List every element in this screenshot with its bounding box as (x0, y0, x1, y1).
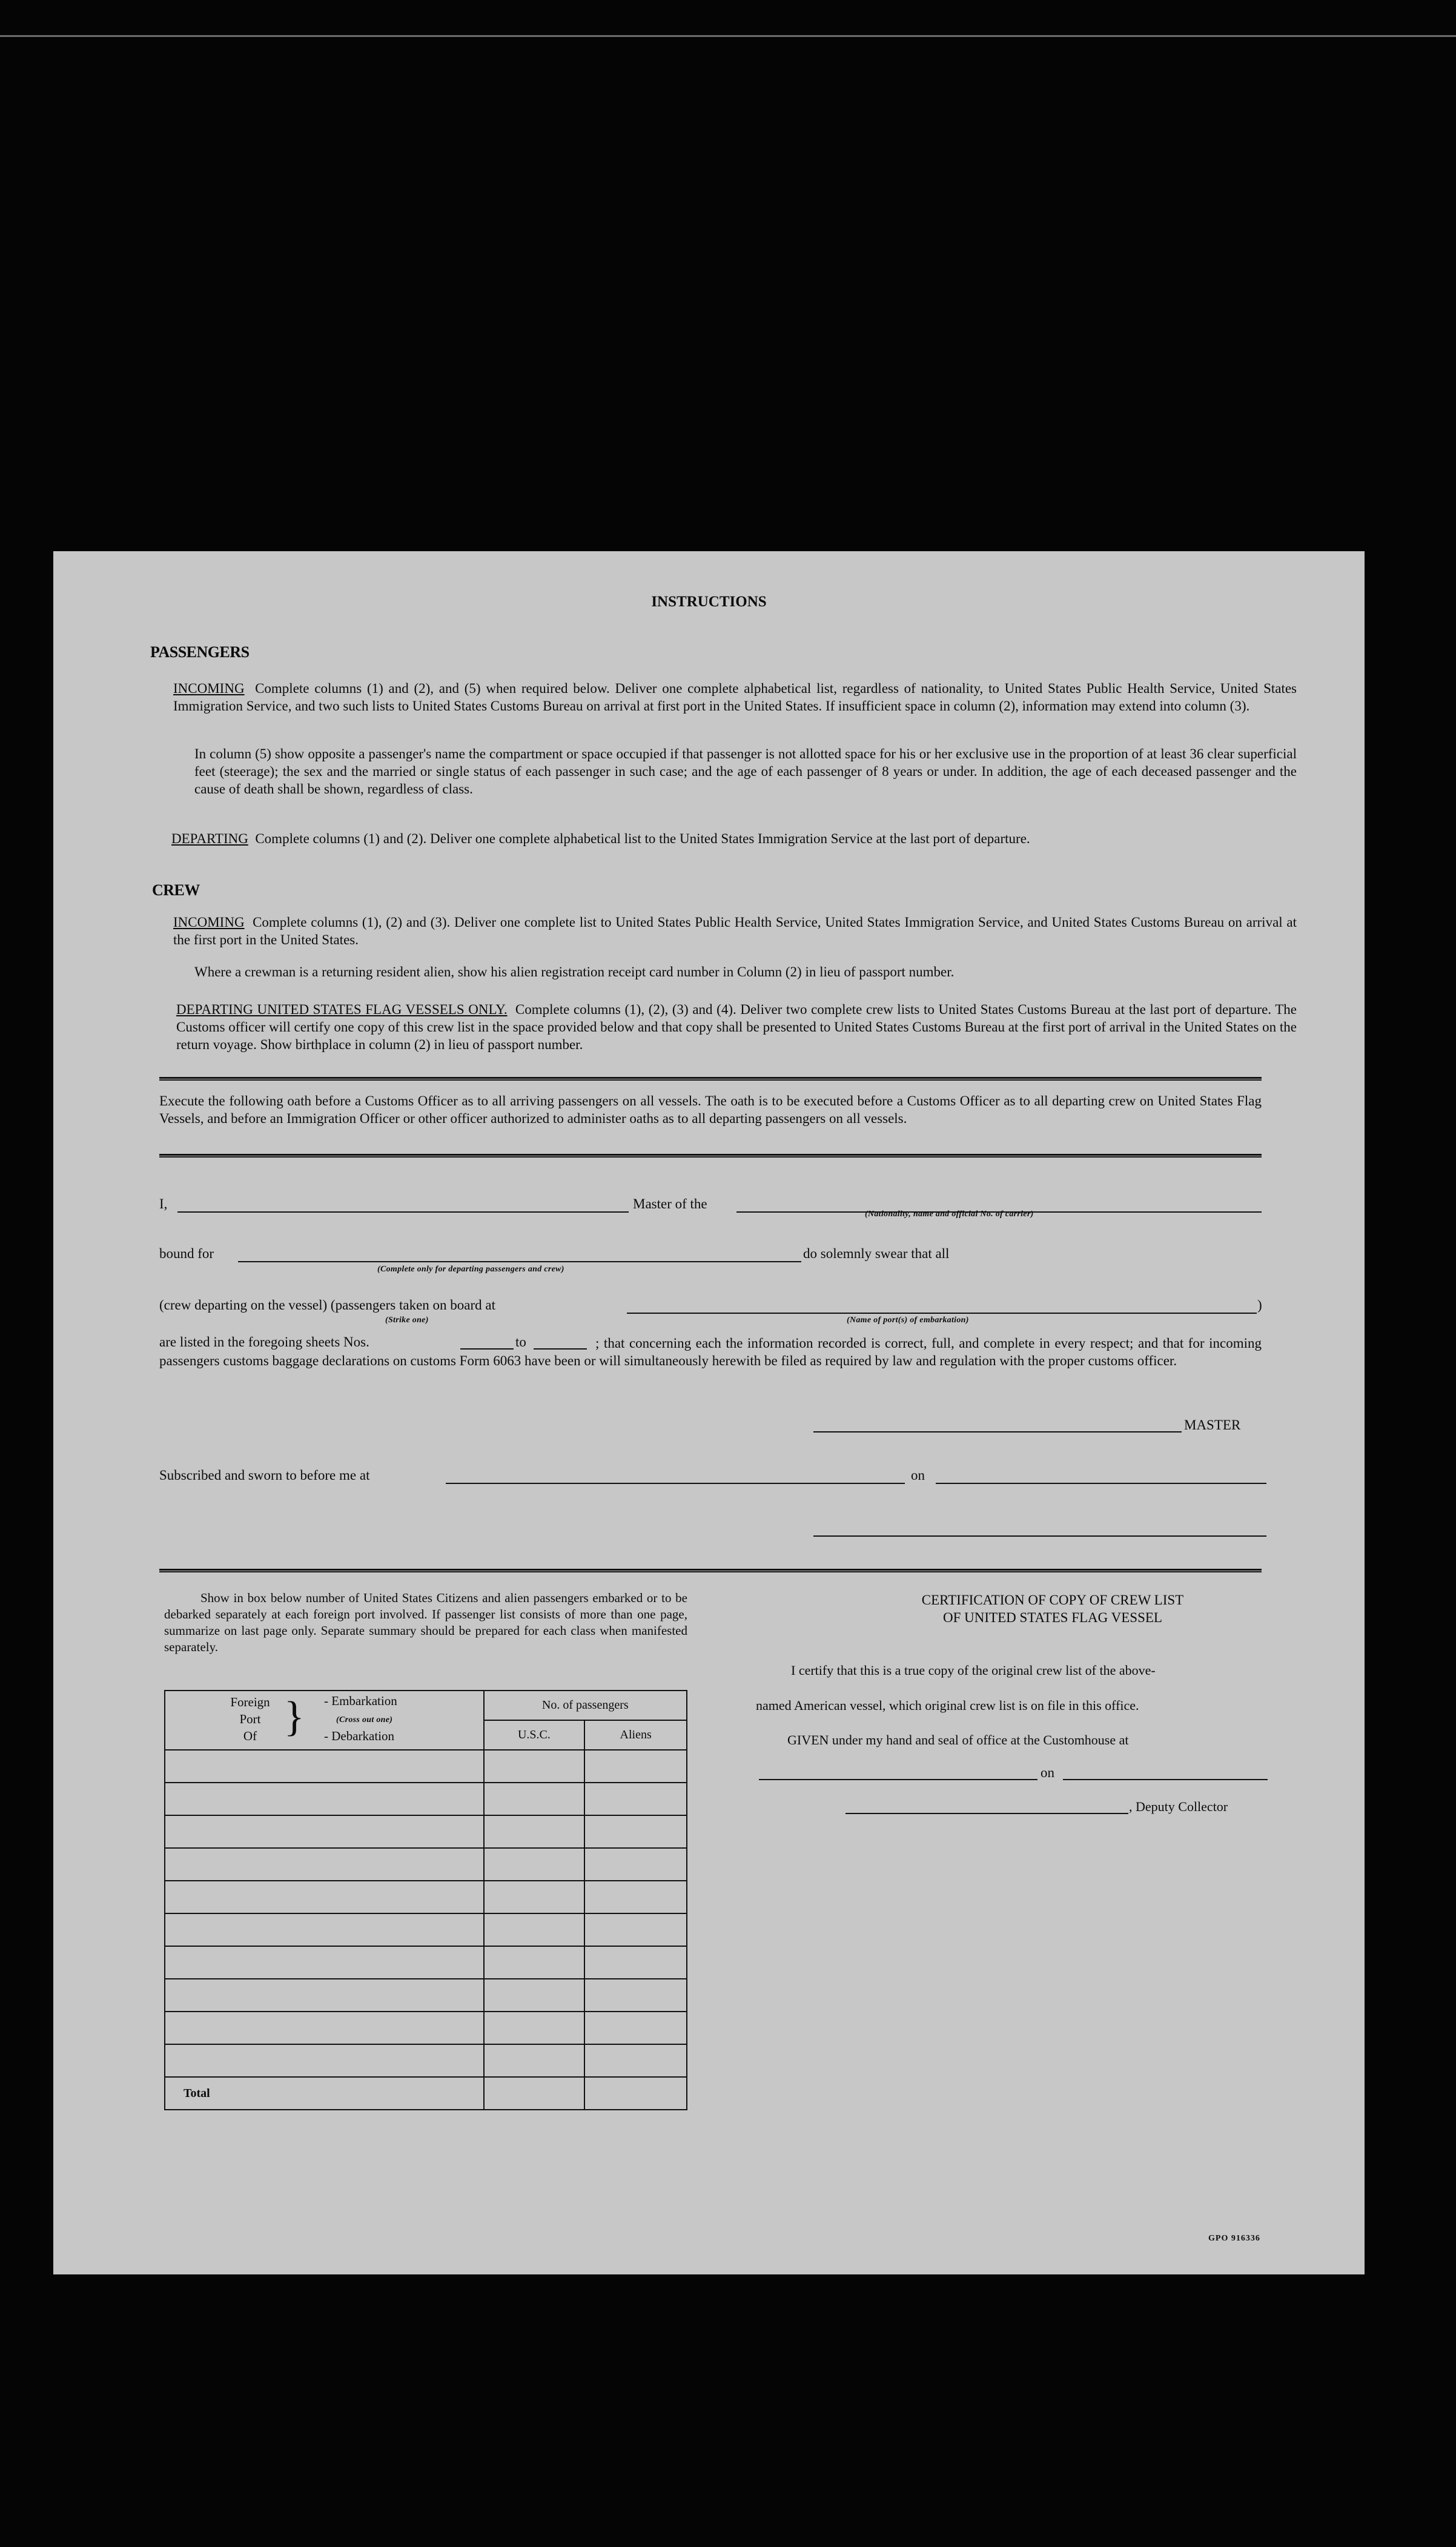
crew-resident-paragraph: Where a crewman is a returning resident alien, show his alien registration receipt card number in Column (2) in lieu of passport number. (194, 964, 955, 979)
aliens-cell[interactable] (584, 1848, 687, 1881)
crew-incoming-paragraph (173, 913, 1297, 949)
passengers-departing-text: Complete columns (1) and (2). Deliver one complete alphabetical list to the United States Immigration Service at the last port of departure. (255, 831, 1030, 846)
port-cell[interactable] (165, 1979, 484, 2012)
certify-line2: named American vessel, which original crew list is on file in this office. (756, 1698, 1139, 1713)
usc-cell[interactable] (484, 1979, 585, 2012)
certification-title (750, 1591, 1355, 1626)
aliens-cell[interactable] (584, 1783, 687, 1815)
usc-cell[interactable] (484, 1750, 585, 1783)
close-paren: ) (1257, 1297, 1262, 1313)
no-of-passengers-header: No. of passengers (484, 1691, 687, 1720)
embarkation-option[interactable]: - Embarkation (324, 1694, 397, 1708)
passengers-incoming-text: Complete columns (1) and (2), and (5) when required below. Deliver one complete alphabetical list, regardless of nationality, to United States Public Health Service, United States Immigration Service, and two such lists to United States Customs Bureau on arrival at first port in the United States. If insufficient space in column (2), information may extend into column (3). (173, 681, 1297, 714)
summary-instructions: Show in box below number of United States Citizens and alien passengers embarked or to be debarked separately at each foreign port involved. If passenger list consists of more than one page, summarize on last page only. Separate summary should be prepared for each class when manifested separately. (164, 1591, 687, 1654)
port-cell[interactable] (165, 1881, 484, 1913)
crew-incoming-label: INCOMING (173, 915, 245, 930)
port-caption: (Name of port(s) of embarkation) (847, 1316, 969, 1325)
table-row (165, 1881, 687, 1913)
cert-date-field[interactable] (1063, 1779, 1268, 1780)
usc-cell[interactable] (484, 1881, 585, 1913)
table-row (165, 1750, 687, 1783)
bound-for-label: bound for (159, 1246, 214, 1261)
port-cell[interactable] (165, 2044, 484, 2077)
usc-cell[interactable] (484, 1783, 585, 1815)
brace-symbol: } (284, 1694, 305, 1740)
to-label: to (515, 1334, 526, 1350)
port-cell[interactable] (165, 2012, 484, 2044)
departing-flag-label: DEPARTING UNITED STATES FLAG VESSELS ONLY. (176, 1002, 508, 1017)
table-row (165, 2012, 687, 2044)
total-label: Total (165, 2077, 484, 2110)
sworn-place-field[interactable] (446, 1483, 905, 1484)
foreign-label: Foreign (230, 1695, 270, 1709)
usc-header: U.S.C. (484, 1720, 585, 1750)
usc-total-cell[interactable] (484, 2077, 585, 2110)
aliens-cell[interactable] (584, 1750, 687, 1783)
film-edge-line (0, 35, 1456, 37)
subscribed-text: Subscribed and sworn to before me at (159, 1468, 370, 1483)
divider-rule (159, 1154, 1262, 1158)
i-label: I, (159, 1196, 168, 1211)
usc-cell[interactable] (484, 2044, 585, 2077)
port-cell[interactable] (165, 1750, 484, 1783)
passengers-heading: PASSENGERS (150, 643, 250, 661)
passengers-departing-paragraph (171, 830, 1297, 847)
officer-signature-field[interactable] (813, 1535, 1266, 1537)
port-cell[interactable] (165, 1783, 484, 1815)
port-label: Port (239, 1712, 261, 1726)
listed-rest-text: ; that concerning each the information recorded is correct, full, and complete in every respect; and that for incoming passengers customs baggage declarations on customs Form 6063 have been or will simultaneously herewith be filed as required by law and regulation with the proper customs officer. (159, 1336, 1262, 1368)
port-cell[interactable] (165, 1946, 484, 1979)
deputy-collector-signature-field[interactable] (845, 1813, 1128, 1814)
cert-on-label: on (1041, 1765, 1054, 1780)
table-row (165, 1946, 687, 1979)
usc-cell[interactable] (484, 1815, 585, 1848)
carrier-caption: (Nationality, name and official No. of carrier) (865, 1210, 1034, 1219)
foreign-port-header (165, 1691, 484, 1750)
table-row (165, 1848, 687, 1881)
incoming-label: INCOMING (173, 681, 245, 696)
of-label: Of (243, 1729, 257, 1743)
table-row (165, 1913, 687, 1946)
aliens-cell[interactable] (584, 1946, 687, 1979)
aliens-cell[interactable] (584, 1979, 687, 2012)
table-row (165, 1979, 687, 2012)
aliens-total-cell[interactable] (584, 2077, 687, 2110)
gpo-number: GPO 916336 (1208, 2234, 1260, 2243)
bound-for-caption: (Complete only for departing passengers and crew) (377, 1265, 564, 1274)
customhouse-field[interactable] (759, 1779, 1037, 1780)
departing-label: DEPARTING (171, 831, 248, 846)
deputy-collector-label: , Deputy Collector (1129, 1799, 1228, 1814)
port-cell[interactable] (165, 1815, 484, 1848)
cross-out-caption: (Cross out one) (336, 1715, 393, 1724)
form-page (53, 551, 1365, 2274)
total-row (165, 2077, 687, 2110)
usc-cell[interactable] (484, 1913, 585, 1946)
crew-departing-text: Complete columns (1), (2), (3) and (4). Deliver two complete crew lists to United States Customs Bureau at the last port of departure. The Customs officer will certify one copy of this crew list in the space provided below and that copy shall be presented to United States Customs Bureau at the first port of arrival in the United States on the return voyage. Show birthplace in column (2) in lieu of passport number. (176, 1002, 1297, 1052)
aliens-header: Aliens (584, 1720, 687, 1750)
aliens-cell[interactable] (584, 1881, 687, 1913)
crew-heading: CREW (152, 881, 200, 899)
foreign-port-of-label (220, 1694, 280, 1744)
certify-line1: I certify that this is a true copy of the original crew list of the above- (791, 1663, 1156, 1678)
oath-instructions: Execute the following oath before a Customs Officer as to all arriving passengers on all vessels. The oath is to be executed before a Customs Officer as to all departing crew on United States Flag Vessels, and before an Immigration Officer or other officer authorized to administer oaths as to all departing passengers on all vessels. (159, 1093, 1262, 1126)
port-cell[interactable] (165, 1913, 484, 1946)
aliens-cell[interactable] (584, 1815, 687, 1848)
master-label: MASTER (1184, 1417, 1241, 1432)
aliens-cell[interactable] (584, 2012, 687, 2044)
master-signature-field[interactable] (813, 1431, 1182, 1432)
on-label: on (911, 1468, 925, 1483)
port-of-embarkation-field[interactable] (627, 1313, 1257, 1314)
solemnly-swear-text: do solemnly swear that all (803, 1246, 950, 1261)
crew-passengers-text: (crew departing on the vessel) (passengers taken on board at (159, 1297, 495, 1313)
passengers-column5-paragraph: In column (5) show opposite a passenger's name the compartment or space occupied if that passenger is not allotted space for his or her exclusive use in the proportion of at least 36 clear superficial feet (steerage); the sex and the married or single status of each passenger in such case; and the age of each passenger of 8 years or under. In addition, the age of each deceased passenger and the cause of death shall be shown, regardless of class. (194, 746, 1297, 797)
given-text: GIVEN under my hand and seal of office at the Customhouse at (787, 1732, 1129, 1747)
divider-rule (159, 1077, 1262, 1081)
passenger-summary-table (164, 1690, 687, 2110)
crew-departing-paragraph (176, 1001, 1297, 1053)
divider-rule (159, 1569, 1262, 1572)
usc-cell[interactable] (484, 1946, 585, 1979)
table-row (165, 1815, 687, 1848)
bound-for-field[interactable] (238, 1261, 801, 1262)
strike-one-caption: (Strike one) (385, 1316, 429, 1325)
crew-incoming-text: Complete columns (1), (2) and (3). Deliver one complete list to United States Public Health Service, United States Immigration Service, and United States Customs Bureau on arrival at the first port in the United States. (173, 915, 1297, 947)
instructions-title: INSTRUCTIONS (651, 594, 767, 610)
certification-title-line1: CERTIFICATION OF COPY OF CREW LIST (921, 1592, 1184, 1608)
usc-cell[interactable] (484, 2012, 585, 2044)
certification-title-line2: OF UNITED STATES FLAG VESSEL (943, 1610, 1162, 1625)
table-row (165, 2044, 687, 2077)
usc-cell[interactable] (484, 1848, 585, 1881)
debarkation-option[interactable]: - Debarkation (324, 1729, 395, 1743)
table-row (165, 1783, 687, 1815)
master-name-field[interactable] (177, 1211, 629, 1213)
sworn-date-field[interactable] (936, 1483, 1266, 1484)
port-cell[interactable] (165, 1848, 484, 1881)
aliens-cell[interactable] (584, 1913, 687, 1946)
passengers-incoming-paragraph (173, 680, 1297, 715)
listed-text: are listed in the foregoing sheets Nos. (159, 1334, 369, 1350)
aliens-cell[interactable] (584, 2044, 687, 2077)
master-of-the-label: Master of the (633, 1196, 707, 1211)
